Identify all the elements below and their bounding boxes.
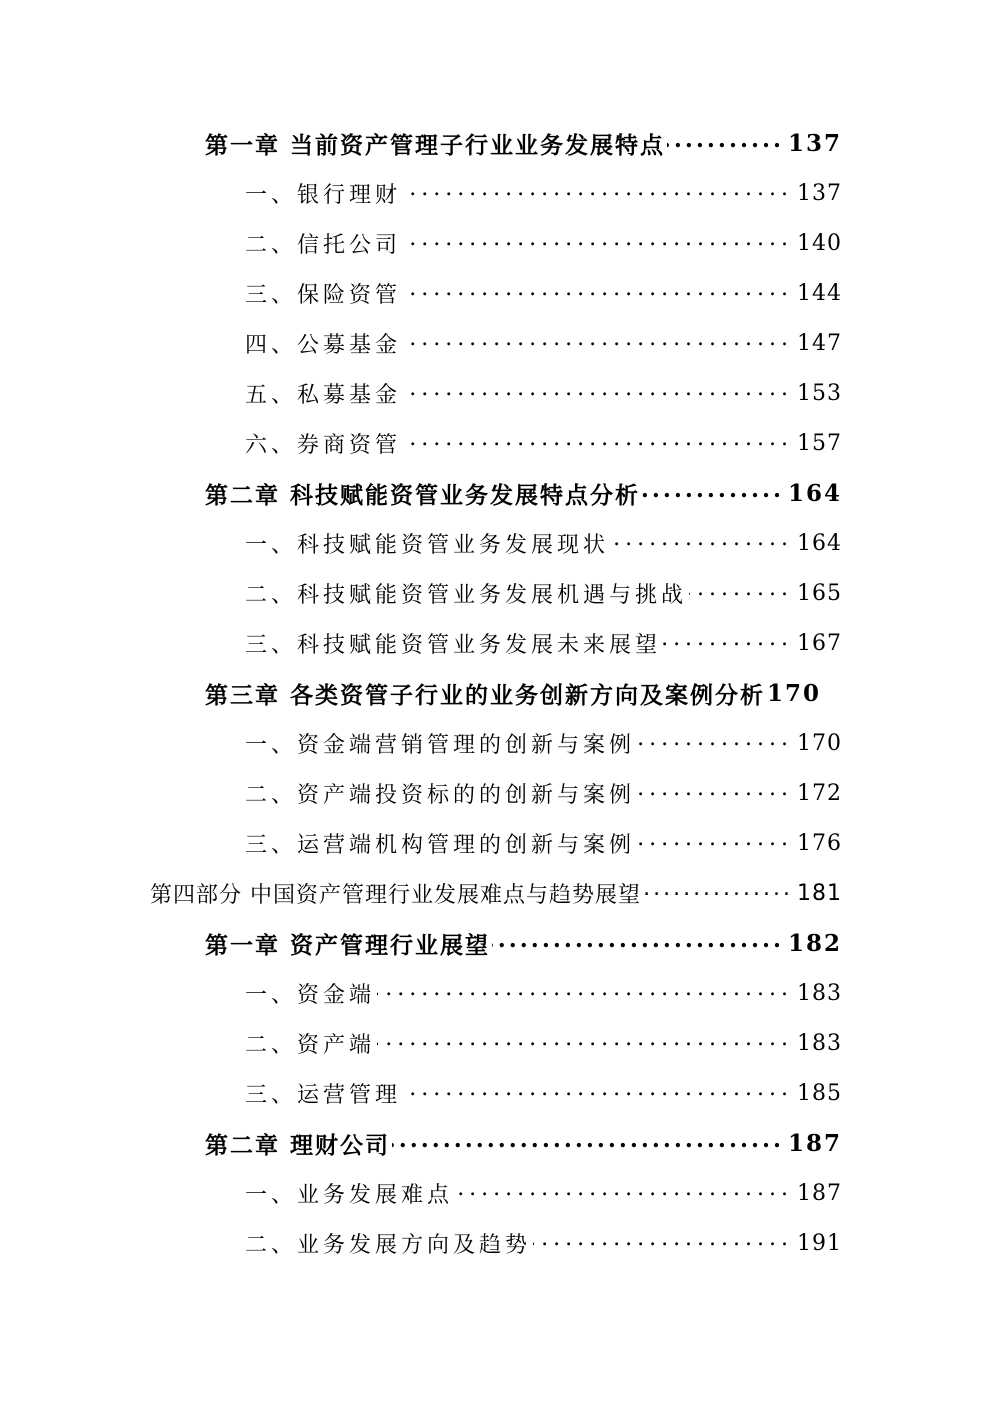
toc-entry-title: 六、券商资管 (245, 428, 403, 459)
toc-entry-title: 二、资产端投资标的的创新与案例 (245, 778, 637, 809)
toc-entry-title: 一、业务发展难点 (245, 1178, 455, 1209)
toc-entry-title: 二、科技赋能资管业务发展机遇与挑战 (245, 578, 689, 609)
dot-leader (455, 1182, 793, 1204)
toc-entry-page: 187 (787, 1129, 842, 1157)
toc-entry-page: 164 (797, 530, 842, 556)
dot-leader (643, 882, 793, 904)
dot-leader (403, 382, 793, 404)
toc-entry-page: 191 (797, 1230, 842, 1256)
toc-section-fintech-status[interactable] (0, 518, 992, 568)
toc-entry-page: 144 (797, 280, 842, 306)
toc-entry-page: 153 (797, 380, 842, 406)
dot-leader (667, 132, 784, 155)
toc-chapter-1-current-sub-industries[interactable] (0, 118, 992, 168)
toc-section-trust[interactable] (0, 218, 992, 268)
toc-entry-title: 第一章 资产管理行业展望 (205, 927, 492, 960)
dot-leader (637, 732, 793, 754)
toc-entry-title: 一、科技赋能资管业务发展现状 (245, 528, 611, 559)
toc-entry-page: 172 (797, 780, 842, 806)
toc-entry-title: 二、业务发展方向及趋势 (245, 1228, 533, 1259)
toc-entry-page: 181 (797, 880, 842, 906)
toc-entry-page: 147 (797, 330, 842, 356)
toc-section-insurance[interactable] (0, 268, 992, 318)
toc-section-fintech-outlook[interactable] (0, 618, 992, 668)
toc-section-funding-marketing[interactable] (0, 718, 992, 768)
dot-leader (689, 582, 793, 604)
dot-leader (533, 1232, 793, 1254)
toc-entry-title: 五、私募基金 (245, 378, 403, 409)
toc-section-operations[interactable] (0, 818, 992, 868)
dot-leader (377, 1032, 793, 1054)
toc-entry-page: 182 (787, 929, 842, 957)
dot-leader (392, 1132, 784, 1155)
toc-entry-title: 三、运营端机构管理的创新与案例 (245, 828, 637, 859)
dot-leader (403, 282, 793, 304)
toc-entry-page: 183 (797, 980, 842, 1006)
dot-leader (492, 932, 784, 955)
toc-entry-page: 164 (787, 479, 842, 507)
toc-entry-page: 140 (797, 230, 842, 256)
dot-leader (403, 1082, 793, 1104)
dot-leader (637, 782, 793, 804)
table-of-contents (0, 118, 992, 1268)
toc-chapter-2-fintech[interactable] (0, 468, 992, 518)
toc-entry-title: 第二章 理财公司 (205, 1127, 392, 1160)
toc-entry-title: 三、科技赋能资管业务发展未来展望 (245, 628, 663, 659)
toc-section-business-difficulties[interactable] (0, 1168, 992, 1218)
toc-section-operations-management[interactable] (0, 1068, 992, 1118)
toc-entry-page: 167 (797, 630, 842, 656)
dot-leader (403, 332, 793, 354)
toc-entry-title: 三、保险资管 (245, 278, 403, 309)
toc-entry-title: 第一章 当前资产管理子行业业务发展特点 (205, 127, 667, 160)
toc-entry-title: 一、资金端 (245, 978, 377, 1009)
toc-section-public-funds[interactable] (0, 318, 992, 368)
dot-leader (663, 632, 793, 654)
toc-entry-page: 157 (797, 430, 842, 456)
toc-entry-page: 137 (797, 180, 842, 206)
toc-entry-page: 183 (797, 1030, 842, 1056)
dot-leader (403, 182, 793, 204)
toc-chapter-2-wealth-companies[interactable] (0, 1118, 992, 1168)
dot-leader (611, 532, 793, 554)
toc-section-private-funds[interactable] (0, 368, 992, 418)
toc-entry-title: 四、公募基金 (245, 328, 403, 359)
toc-entry-title: 第二章 科技赋能资管业务发展特点分析 (205, 477, 642, 510)
toc-section-bank-wealth[interactable] (0, 168, 992, 218)
toc-section-business-directions[interactable] (0, 1218, 992, 1268)
toc-entry-title: 二、信托公司 (245, 228, 403, 259)
toc-entry-page: 185 (797, 1080, 842, 1106)
dot-leader (377, 982, 793, 1004)
toc-entry-title: 二、资产端 (245, 1028, 377, 1059)
toc-section-asset-side[interactable] (0, 1018, 992, 1068)
toc-section-funding-side[interactable] (0, 968, 992, 1018)
toc-chapter-1-industry-outlook[interactable] (0, 918, 992, 968)
toc-section-fintech-opportunities[interactable] (0, 568, 992, 618)
toc-section-asset-investment[interactable] (0, 768, 992, 818)
toc-entry-page: 137 (787, 129, 842, 157)
toc-entry-page: 170 (797, 730, 842, 756)
toc-entry-title: 三、运营管理 (245, 1078, 403, 1109)
toc-entry-title: 一、资金端营销管理的创新与案例 (245, 728, 637, 759)
toc-entry-page: 165 (797, 580, 842, 606)
toc-entry-page: 176 (797, 830, 842, 856)
toc-section-broker-am[interactable] (0, 418, 992, 468)
toc-entry-title: 一、银行理财 (245, 178, 403, 209)
dot-leader (637, 832, 793, 854)
dot-leader (403, 232, 793, 254)
toc-chapter-3-innovation[interactable] (0, 668, 992, 718)
dot-leader (403, 432, 793, 454)
toc-entry-title: 第三章 各类资管子行业的业务创新方向及案例分析 (205, 677, 767, 710)
toc-entry-page: 187 (797, 1180, 842, 1206)
dot-leader (642, 482, 784, 505)
toc-entry-title: 第四部分 中国资产管理行业发展难点与趋势展望 (150, 878, 643, 909)
toc-entry-page: 170 (767, 679, 822, 707)
toc-part-4-difficulties-trends[interactable] (0, 868, 992, 918)
